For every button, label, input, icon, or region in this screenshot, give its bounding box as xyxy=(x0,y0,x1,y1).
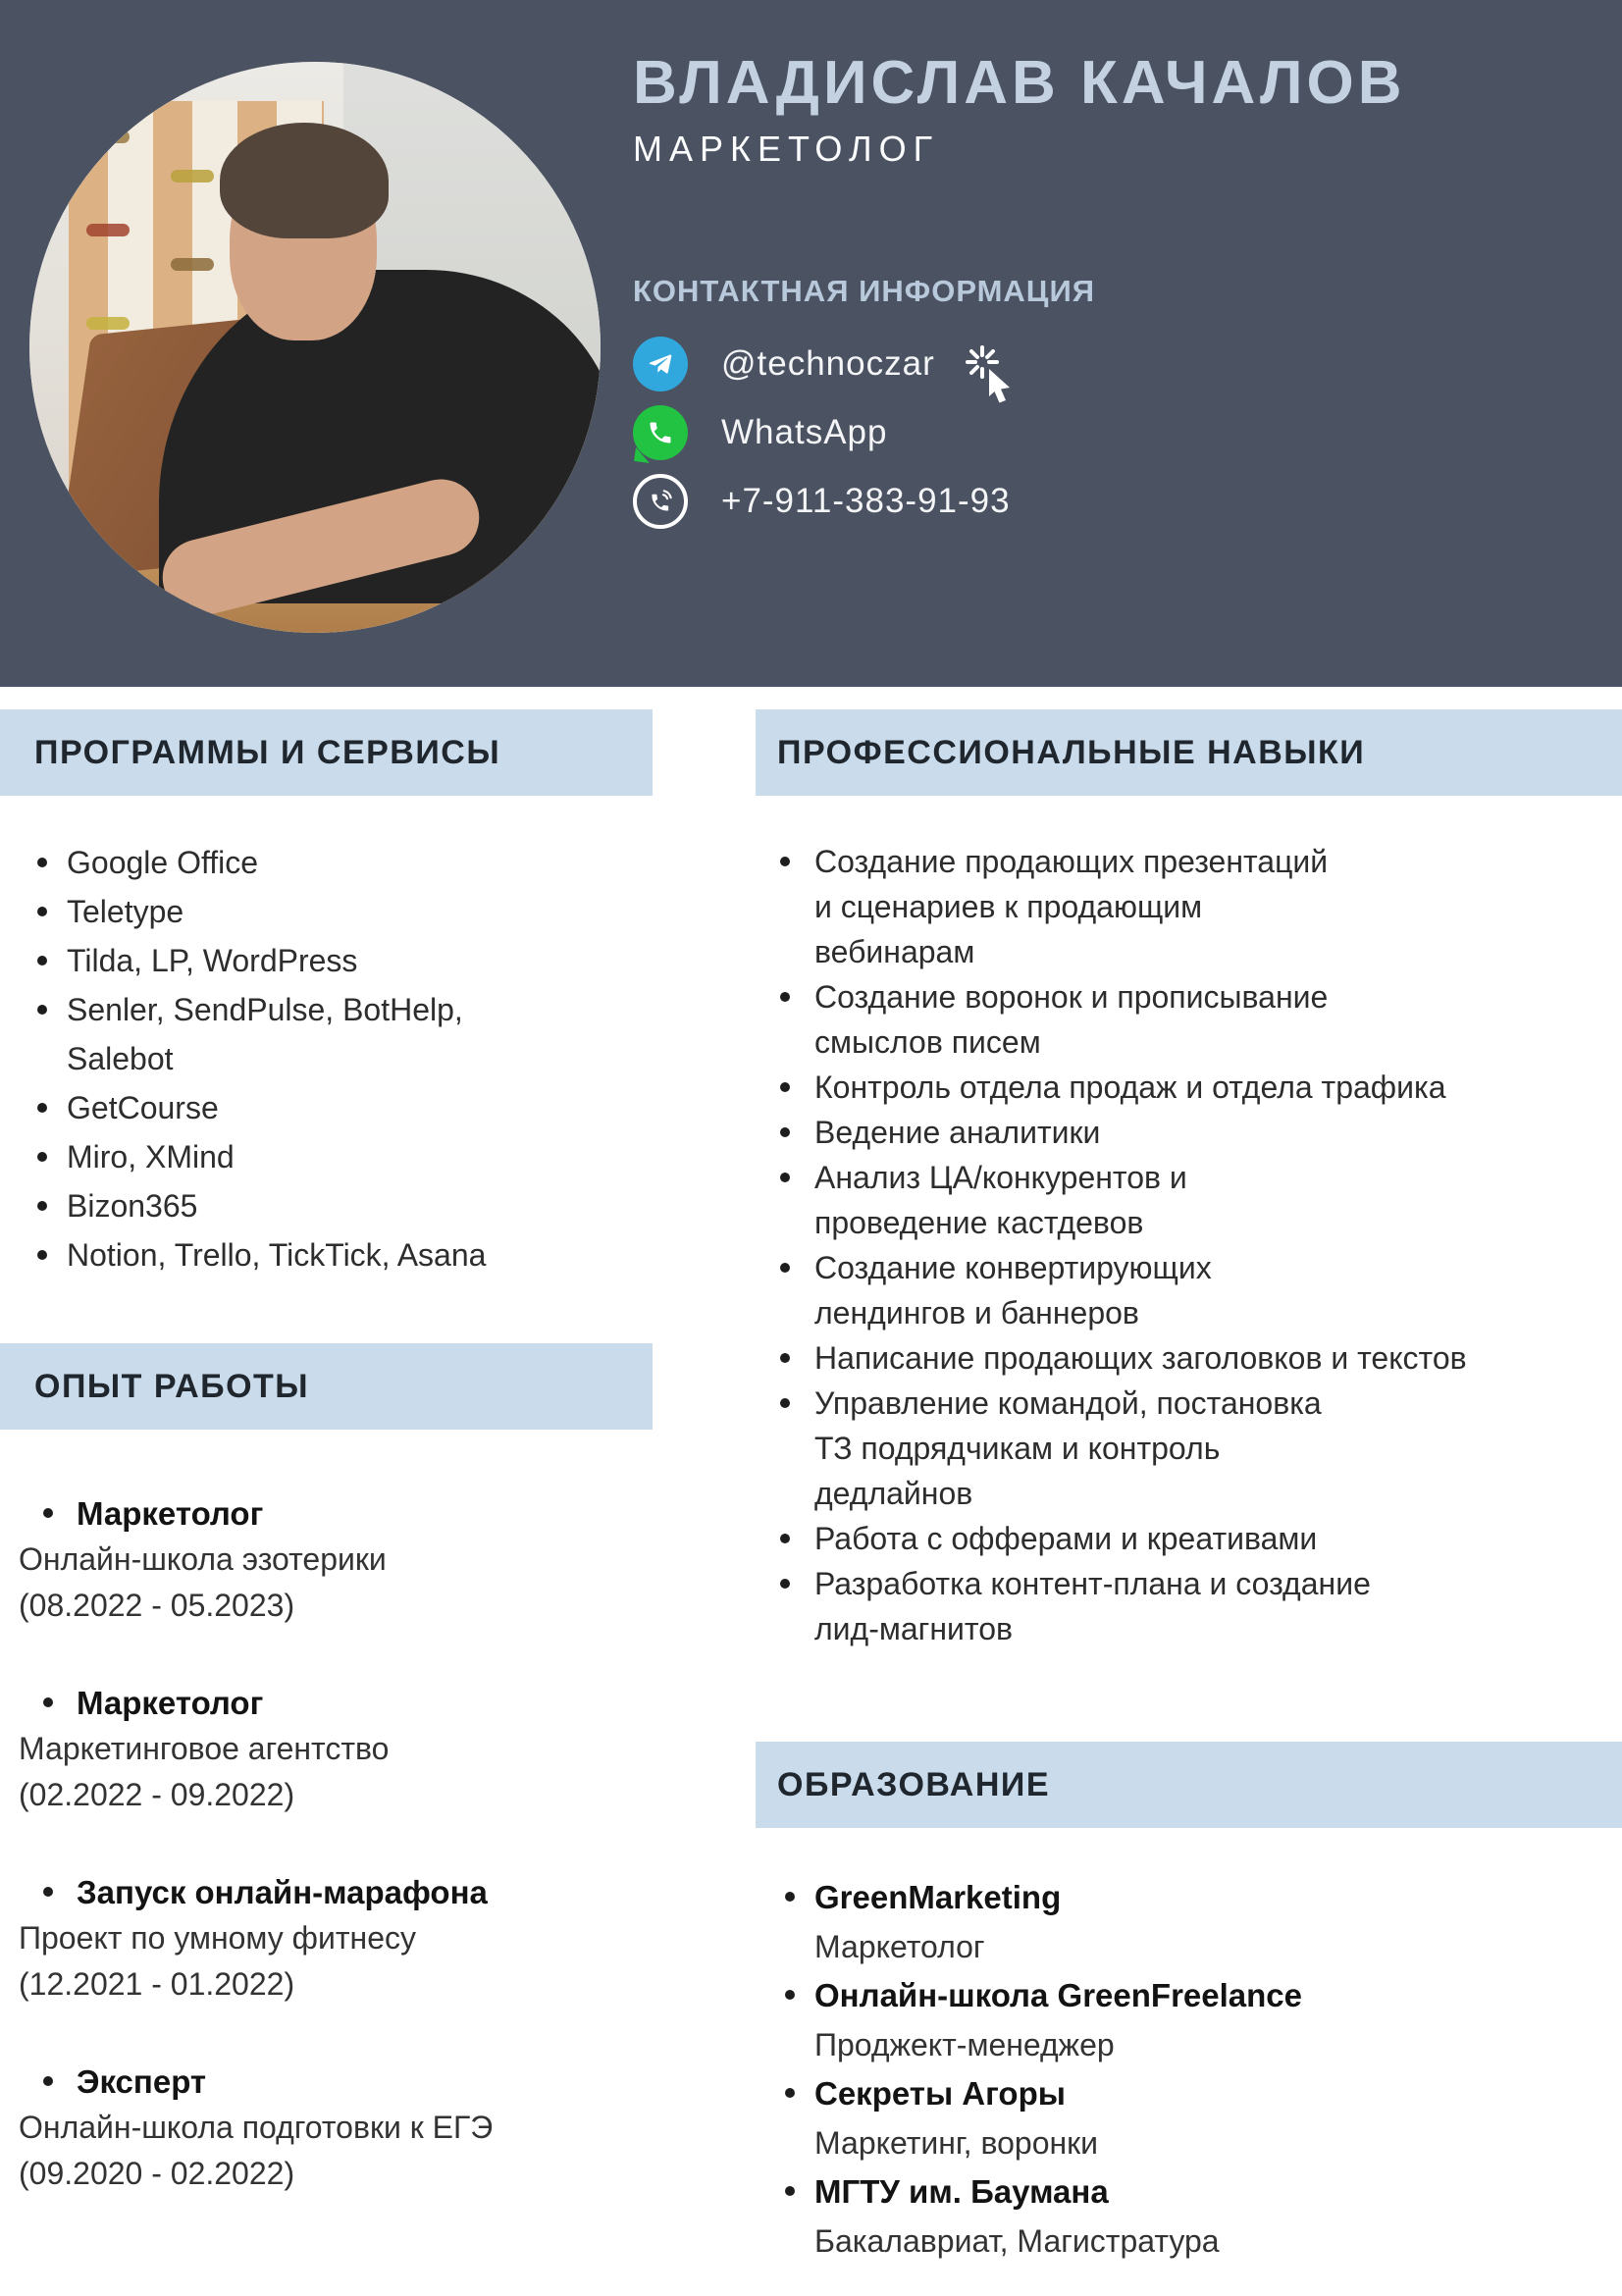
telegram-handle[interactable]: @technoczar xyxy=(721,344,935,384)
right-column xyxy=(756,709,1622,2266)
header-content xyxy=(633,49,1595,543)
list-item: Teletype xyxy=(37,887,653,936)
education-list xyxy=(756,1873,1622,2266)
list-item: Miro, XMind xyxy=(37,1132,653,1181)
list-item: Создание продающих презентаций и сценариев к продающим вебинарам xyxy=(756,839,1344,974)
education-entry xyxy=(756,1971,1622,2069)
job-organization: Проект по умному фитнесу xyxy=(19,1920,416,1956)
education-entry xyxy=(756,2069,1622,2167)
list-item: Senler, SendPulse, BotHelp, Salebot xyxy=(37,985,489,1083)
education-entry xyxy=(756,2167,1622,2266)
section-title: ПРОГРАММЫ И СЕРВИСЫ xyxy=(34,733,501,771)
contact-row-whatsapp[interactable] xyxy=(633,405,1595,460)
list-item: Ведение аналитики xyxy=(756,1110,1622,1155)
list-item: Создание воронок и прописывание смыслов писем xyxy=(756,974,1403,1065)
person-role: МАРКЕТОЛОГ xyxy=(633,129,940,170)
photo-bottles xyxy=(86,130,130,143)
profile-photo xyxy=(29,62,601,633)
education-name: Секреты Агоры xyxy=(814,2075,1066,2112)
job-title: Маркетолог xyxy=(19,1490,653,1537)
job-title: Маркетолог xyxy=(19,1680,653,1726)
list-item: Notion, Trello, TickTick, Asana xyxy=(37,1230,653,1279)
list-item: Работа с офферами и креативами xyxy=(756,1516,1622,1561)
photo-person-hair xyxy=(220,123,389,238)
list-item: Создание конвертирующих лендингов и баннеров xyxy=(756,1245,1364,1335)
click-cursor-icon xyxy=(961,344,1023,412)
whatsapp-icon[interactable] xyxy=(633,405,688,460)
contact-row-telegram[interactable] xyxy=(633,337,1595,391)
list-item: Управление командой, постановка ТЗ подрядчикам и контроль дедлайнов xyxy=(756,1381,1364,1516)
list-item: Разработка контент-плана и создание лид-магнитов xyxy=(756,1561,1423,1651)
job-dates: (08.2022 - 05.2023) xyxy=(19,1588,295,1623)
phone-icon[interactable] xyxy=(633,474,688,529)
job-title: Эксперт xyxy=(19,2059,653,2105)
list-item: Контроль отдела продаж и отдела трафика xyxy=(756,1065,1622,1110)
job-title: Запуск онлайн-марафона xyxy=(19,1869,653,1915)
section-title: ОБРАЗОВАНИЕ xyxy=(777,1765,1051,1803)
job-entry xyxy=(0,1490,653,1629)
contact-row-phone[interactable] xyxy=(633,474,1595,529)
jobs-list xyxy=(0,1490,653,2197)
job-dates: (02.2022 - 09.2022) xyxy=(19,1777,295,1812)
header xyxy=(0,0,1622,687)
list-item: Google Office xyxy=(37,838,653,887)
job-entry xyxy=(0,1869,653,2008)
contact-heading: КОНТАКТНАЯ ИНФОРМАЦИЯ xyxy=(633,274,1096,309)
section-banner-education xyxy=(756,1742,1622,1828)
list-item: GetCourse xyxy=(37,1083,653,1132)
list-item: Tilda, LP, WordPress xyxy=(37,936,653,985)
list-item: Bizon365 xyxy=(37,1181,653,1230)
job-dates: (12.2021 - 01.2022) xyxy=(19,1966,295,2002)
phone-number[interactable]: +7-911-383-91-93 xyxy=(721,482,1011,521)
section-banner-experience xyxy=(0,1343,653,1430)
education-name: GreenMarketing xyxy=(814,1879,1062,1915)
education-name: Онлайн-школа GreenFreelance xyxy=(814,1977,1302,2013)
education-entry xyxy=(756,1873,1622,1971)
education-detail: Маркетолог xyxy=(814,1929,985,1964)
person-name: ВЛАДИСЛАВ КАЧАЛОВ xyxy=(633,49,1406,117)
section-banner-programs xyxy=(0,709,653,796)
job-entry xyxy=(0,2059,653,2197)
skills-list xyxy=(756,839,1622,1651)
education-detail: Проджект-менеджер xyxy=(814,2027,1115,2062)
left-column xyxy=(0,709,653,2266)
section-title: ОПЫТ РАБОТЫ xyxy=(34,1367,310,1405)
list-item: Анализ ЦА/конкурентов и проведение кастдевов xyxy=(756,1155,1364,1245)
job-dates: (09.2020 - 02.2022) xyxy=(19,2156,295,2191)
education-detail: Бакалавриат, Магистратура xyxy=(814,2223,1220,2259)
list-item: Написание продающих заголовков и текстов xyxy=(756,1335,1622,1381)
section-title: ПРОФЕССИОНАЛЬНЫЕ НАВЫКИ xyxy=(777,733,1366,771)
job-organization: Онлайн-школа подготовки к ЕГЭ xyxy=(19,2110,494,2145)
education-name: МГТУ им. Баумана xyxy=(814,2173,1109,2210)
job-organization: Онлайн-школа эзотерики xyxy=(19,1541,387,1577)
body-columns xyxy=(0,709,1622,2266)
programs-list xyxy=(37,838,653,1279)
whatsapp-label[interactable]: WhatsApp xyxy=(721,413,888,452)
job-entry xyxy=(0,1680,653,1818)
education-detail: Маркетинг, воронки xyxy=(814,2125,1099,2161)
section-banner-skills xyxy=(756,709,1622,796)
telegram-icon[interactable] xyxy=(633,337,688,391)
job-organization: Маркетинговое агентство xyxy=(19,1731,390,1766)
contact-list xyxy=(633,337,1595,529)
